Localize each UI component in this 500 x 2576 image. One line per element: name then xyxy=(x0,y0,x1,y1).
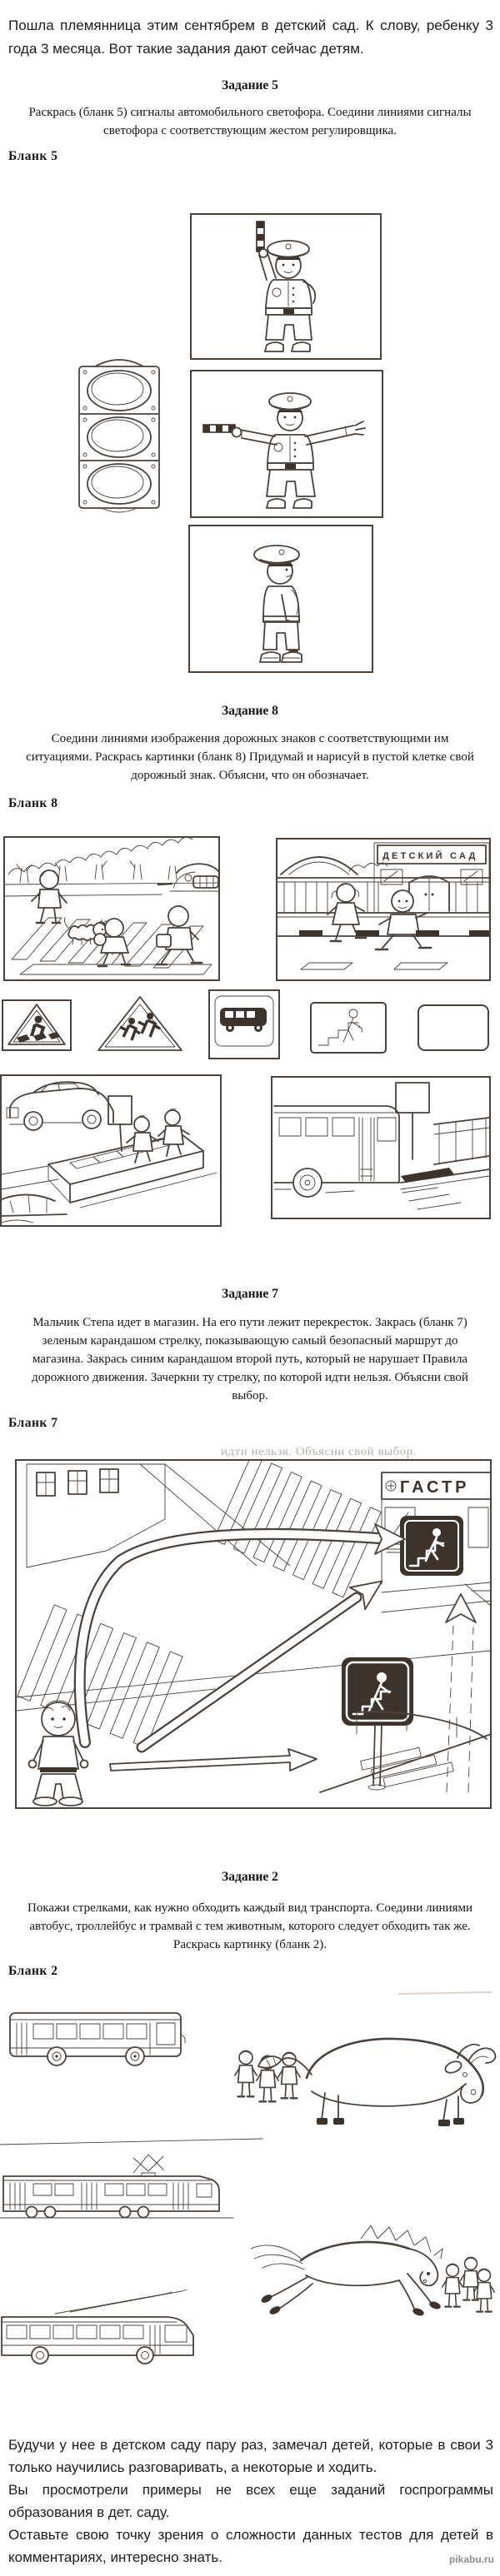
blank8-scene-kindergarten-illustration xyxy=(276,838,491,981)
tram-doors-windows xyxy=(3,2183,219,2210)
children-sign-icon xyxy=(95,994,185,1054)
outro-paragraph-2: Вы просмотрели примеры не всех еще заданий госпрограммы образования в дет. саду. xyxy=(8,2482,493,2520)
task5-form-label: Бланк 5 xyxy=(8,149,58,163)
blank8-scene-bus-stop-illustration xyxy=(271,1076,491,1219)
task2-heading: Задание 2 xyxy=(222,1870,278,1884)
child-figure xyxy=(442,2264,463,2306)
trolleybus-illustration xyxy=(0,2289,218,2365)
traffic-controller-baton-up-illustration xyxy=(190,213,382,360)
partial-car xyxy=(2,1194,67,1223)
task8-instruction: Соедини линиями изображения дорожных знаков с соответствующими им ситуациями. Раскрась картинки (бланк 8) Придумай и нарисуй в пустой клетке свой дорожный знак. Объясни, что он обозначает. xyxy=(26,732,474,782)
trolleybus-windows xyxy=(2,2325,193,2354)
bus-side xyxy=(274,1106,399,1197)
outro-paragraph-1: Будучи у нее в детском саду пару раз, замечал детей, которые в свои 3 только научились разговаривать, а некоторые и ходить. xyxy=(8,2437,493,2475)
task5-heading: Задание 5 xyxy=(222,78,278,92)
overhead-wire xyxy=(0,2139,262,2145)
underpass-sign-post xyxy=(342,1657,413,1790)
left-zebra-crossing xyxy=(18,1605,182,1748)
bus-stop-sign-icon xyxy=(208,989,280,1059)
store-sign-text: ГАСТР xyxy=(400,1478,470,1497)
task7-heading: Задание 7 xyxy=(222,1287,278,1301)
curb-markings xyxy=(278,930,489,936)
bus-illustration xyxy=(8,2010,188,2068)
task2-instruction: Покажи стрелками, как нужно обходить каждый вид транспорта. Соедини линиями автобус, троллейбус и трамвай с тем животным, которого следует обходить так же. Раскрась картинку (бланк 2). xyxy=(27,1901,473,1951)
blank8-scene-underpass-illustration xyxy=(0,1074,222,1227)
task8-heading: Задание 8 xyxy=(222,704,278,718)
task2-form-label: Бланк 2 xyxy=(8,1964,58,1978)
horse-with-children-illustration xyxy=(236,2207,496,2330)
upper-zebra-crossing xyxy=(213,1459,381,1597)
task8-form-label: Бланк 8 xyxy=(8,796,58,810)
platform-fence xyxy=(401,1118,489,1209)
outro-text-block xyxy=(8,2434,493,2569)
traffic-controller-arm-side-illustration xyxy=(190,370,383,518)
children-descending xyxy=(127,1109,189,1163)
boy-with-satchel xyxy=(157,906,202,964)
crossing-sign-post xyxy=(108,1096,132,1151)
tram-illustration xyxy=(0,2136,265,2220)
pedestrian-crossing-sign-icon xyxy=(2,999,72,1051)
traffic-light-icon xyxy=(72,353,167,520)
bleed-through-text: идти нельзя. Объясни свой выбор. xyxy=(221,1445,417,1458)
tail xyxy=(251,2245,304,2270)
horse xyxy=(251,2225,442,2317)
underpass-sign-icon xyxy=(310,1002,387,1054)
fence xyxy=(278,878,489,917)
pantograph xyxy=(133,2155,163,2176)
pikabu-watermark: pikabu.ru xyxy=(448,2554,494,2565)
scan-artifact-line xyxy=(398,1991,492,1995)
arch-and-trees xyxy=(281,857,388,874)
intro-paragraph: Пошла племянница этим сентябрем в детский сад. К слову, ребенку 3 года 3 месяца. Вот такие задания дают сейчас детям. xyxy=(8,17,493,57)
apartment-building xyxy=(27,1464,290,1567)
task7-instruction: Мальчик Степа идет в магазин. На его пути лежит перекресток. Закрась (бланк 7) зеленым карандашом стрелку, показывающую самый безопасный маршрут до магазина. Закрась синим карандашом второй путь, который не нарушает Правила дорожного движения. Зачеркни ту стрелку, по которой идти нельзя. Объясни свой выбор. xyxy=(32,1316,468,1403)
kindergarten-sign-text: ДЕТСКИЙ САД xyxy=(382,851,478,861)
car-front xyxy=(158,864,218,891)
boy-with-dog xyxy=(32,870,67,923)
outro-paragraph-3: Оставьте свою точку зрения о сложности данных тестов для детей в комментариях, интересно знать. xyxy=(8,2527,493,2565)
trolley-poles xyxy=(55,2290,187,2314)
bull-with-children-illustration xyxy=(232,2026,497,2131)
mane xyxy=(361,2225,431,2252)
task7-form-label: Бланк 7 xyxy=(8,1416,58,1430)
boy-running xyxy=(376,890,431,949)
traffic-controller-baton-down-illustration xyxy=(188,525,373,673)
stop-sign-post xyxy=(396,1083,429,1159)
task5-instruction: Раскрась (бланк 5) сигналы автомобильного светофора. Соедини линиями сигналы светофора с соответствующим жестом регулировщика. xyxy=(28,106,472,137)
car-sedan xyxy=(7,1082,113,1130)
traffic-light-screws xyxy=(83,371,155,504)
blank8-scene-crosswalk-illustration xyxy=(3,836,220,981)
child-figure xyxy=(235,2050,257,2096)
empty-sign-box xyxy=(417,1004,490,1052)
blank7-intersection-illustration xyxy=(15,1459,492,1809)
